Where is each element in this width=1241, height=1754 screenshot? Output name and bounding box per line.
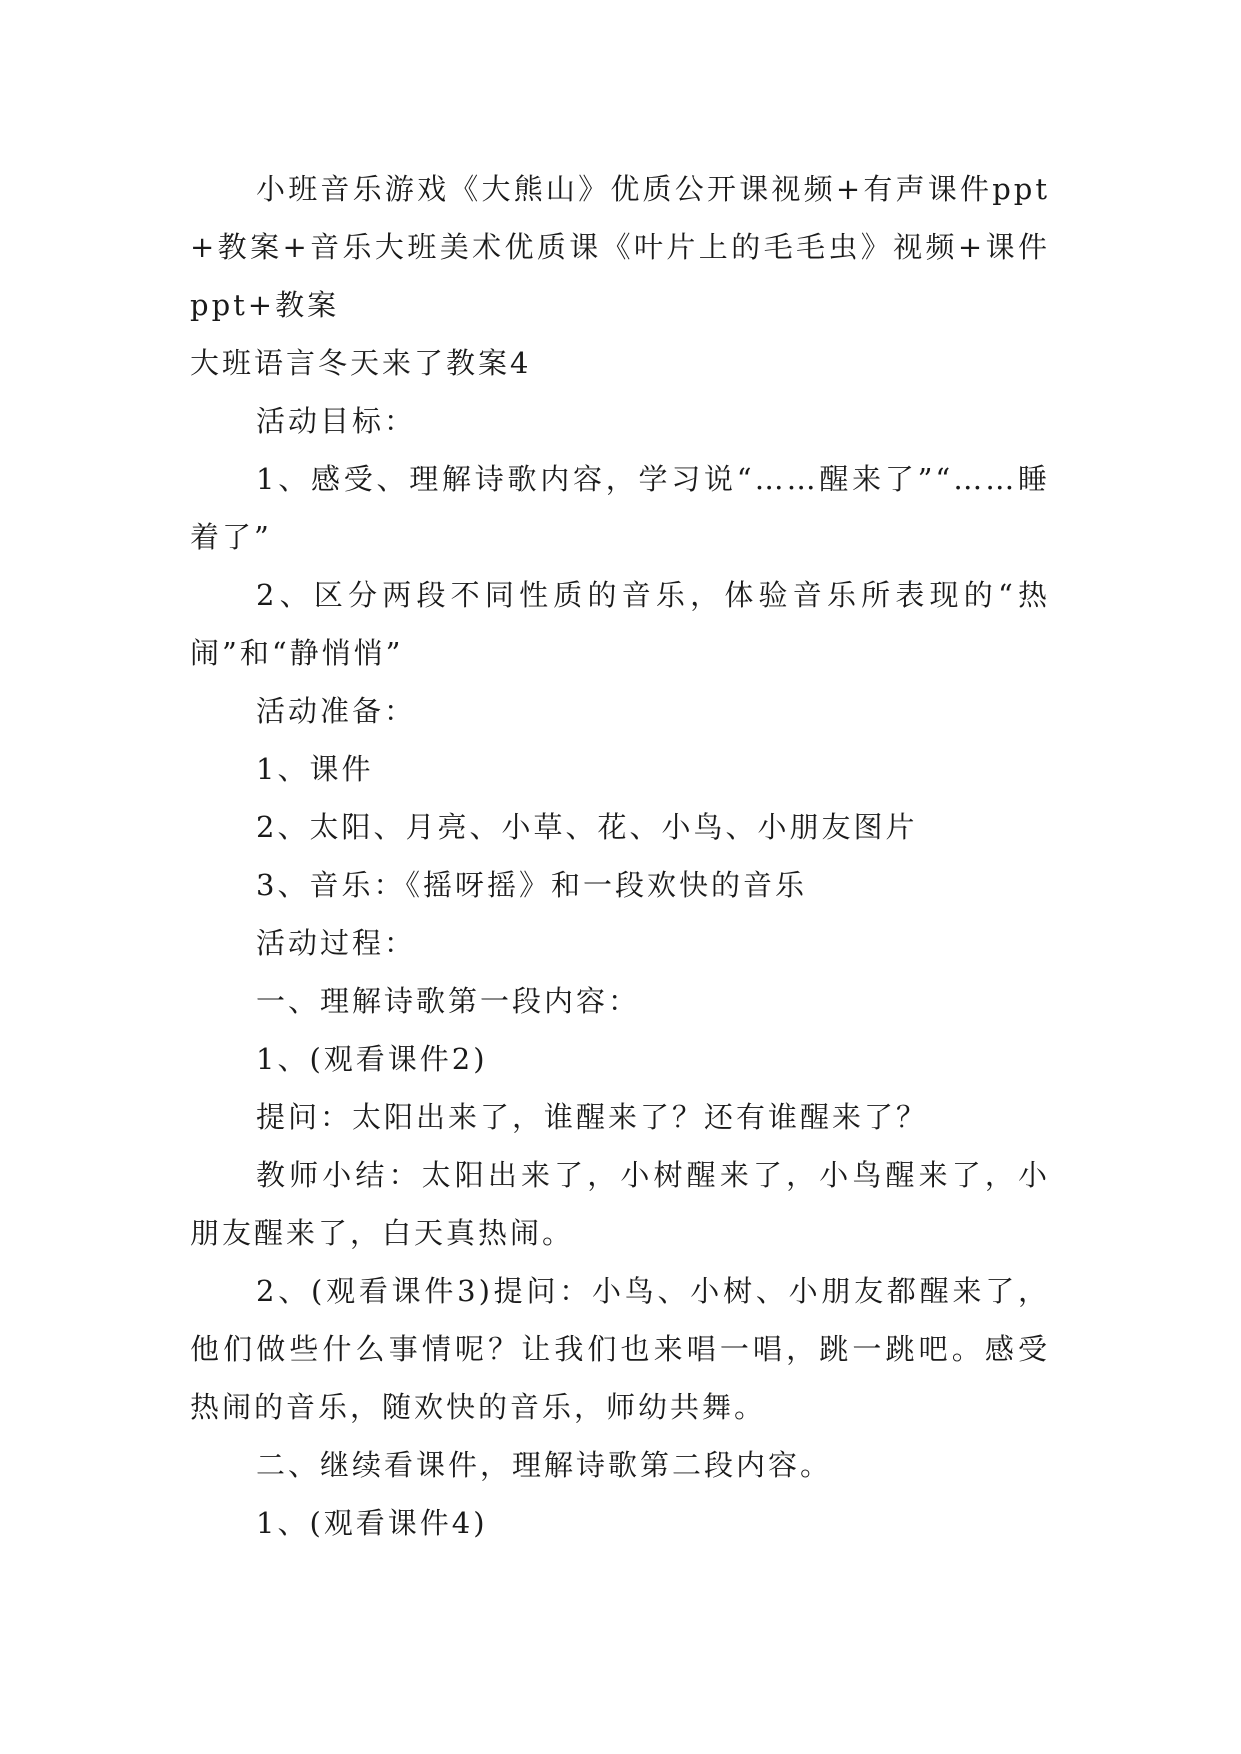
paragraph-question-1: 提问：太阳出来了，谁醒来了？还有谁醒来了？ [256,1100,929,1134]
paragraph-objective-1: 1、感受、理解诗歌内容，学习说“……醒来了”“……睡着了” [190,462,1050,554]
paragraph-summary-1: 教师小结：太阳出来了，小树醒来了，小鸟醒来了，小朋友醒来了，白天真热闹。 [190,1158,1050,1250]
paragraph-step-1: 1、(观看课件2) [256,1042,488,1076]
paragraph-preparation-3: 3、音乐：《摇呀摇》和一段欢快的音乐 [256,868,807,902]
paragraph-part-one: 一、理解诗歌第一段内容： [256,984,641,1018]
paragraph-preparation-2: 2、太阳、月亮、小草、花、小鸟、小朋友图片 [256,810,918,844]
paragraph-process-heading: 活动过程： [256,926,417,960]
paragraph-step-2: 2、(观看课件3)提问：小鸟、小树、小朋友都醒来了，他们做些什么事情呢？让我们也来唱一唱，跳一跳吧。感受热闹的音乐，随欢快的音乐，师幼共舞。 [190,1274,1050,1424]
paragraph-objectives-heading: 活动目标： [256,404,417,438]
paragraph-intro-links: 小班音乐游戏《大熊山》优质公开课视频+有声课件ppt+教案+音乐大班美术优质课《叶片上的毛毛虫》视频+课件ppt+教案 [190,172,1050,322]
paragraph-preparation-heading: 活动准备： [256,694,417,728]
section-heading: 大班语言冬天来了教案4 [190,346,532,380]
paragraph-step-3: 1、(观看课件4) [256,1506,488,1540]
paragraph-objective-2: 2、区分两段不同性质的音乐，体验音乐所表现的“热闹”和“静悄悄” [190,578,1050,670]
paragraph-preparation-1: 1、课件 [256,752,374,786]
document-body [190,160,1050,1552]
paragraph-part-two: 二、继续看课件，理解诗歌第二段内容。 [256,1448,833,1482]
